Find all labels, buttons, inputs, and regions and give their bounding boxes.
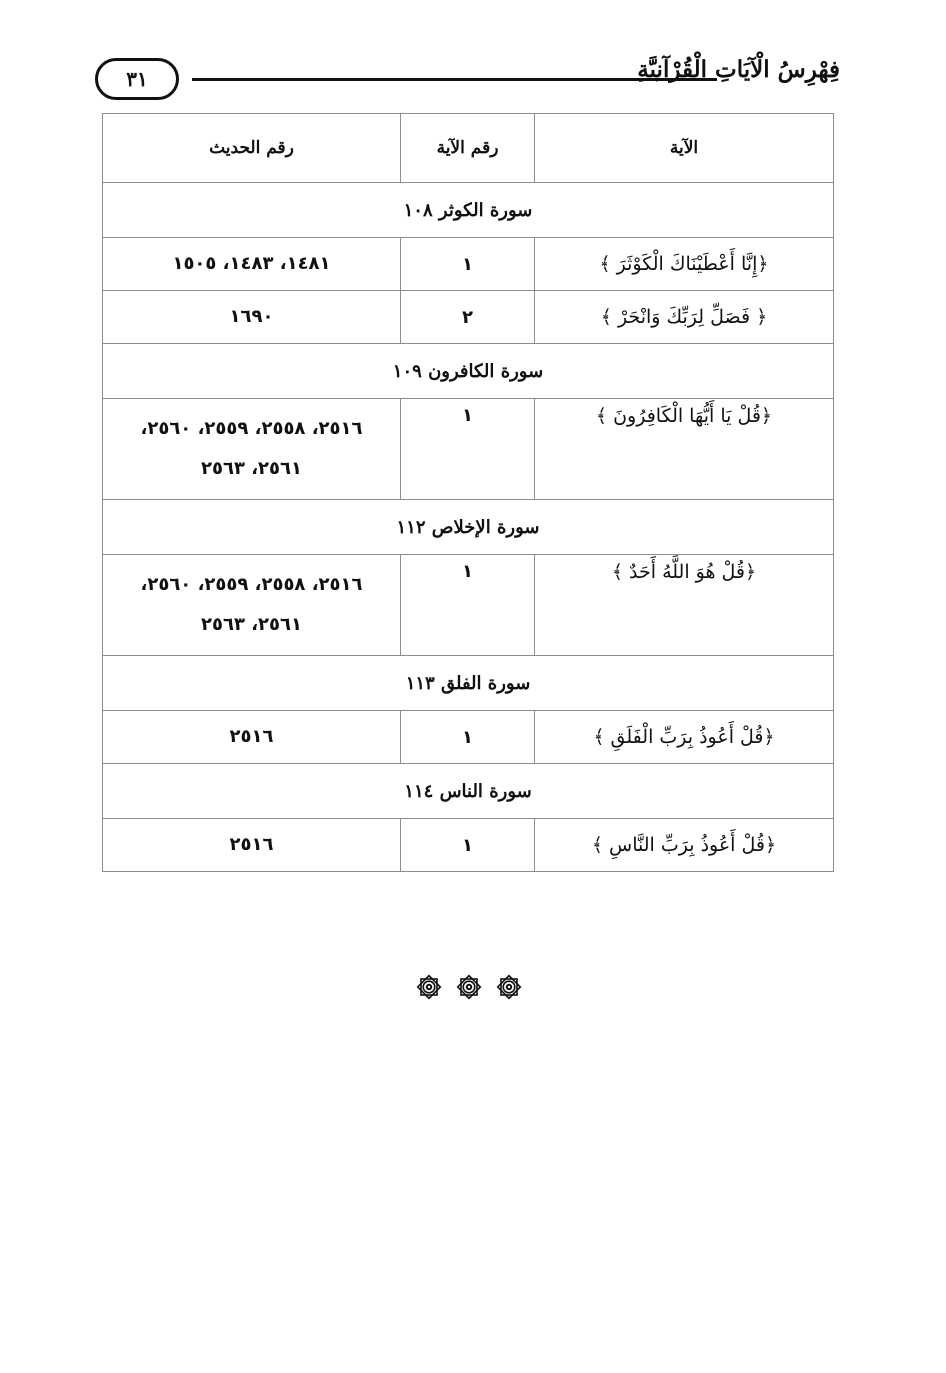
page-header bbox=[95, 52, 840, 102]
column-header-verse: الآية bbox=[535, 114, 834, 183]
column-header-verse-number: رقم الآية bbox=[401, 114, 535, 183]
verse-number: ١ bbox=[401, 399, 535, 500]
table-row bbox=[103, 711, 834, 764]
verse-text: ﴿قُلْ أَعُوذُ بِرَبِّ الْفَلَقِ ﴾ bbox=[535, 711, 834, 764]
surah-row-kafirun bbox=[103, 344, 834, 399]
surah-row-kawthar bbox=[103, 183, 834, 238]
verse-number: ١ bbox=[401, 711, 535, 764]
table-row bbox=[103, 291, 834, 344]
surah-title: سورة الإخلاص ١١٢ bbox=[103, 500, 834, 555]
table-row bbox=[103, 399, 834, 500]
surah-title: سورة الكوثر ١٠٨ bbox=[103, 183, 834, 238]
page-number: ٣١ bbox=[95, 58, 179, 100]
column-header-hadith-number: رقم الحديث bbox=[103, 114, 401, 183]
verse-text: ﴿قُلْ يَا أَيُّهَا الْكَافِرُونَ ﴾ bbox=[535, 399, 834, 500]
verse-number: ١ bbox=[401, 819, 535, 872]
surah-row-ikhlas bbox=[103, 500, 834, 555]
verse-text: ﴿إِنَّا أَعْطَيْنَاكَ الْكَوْثَرَ ﴾ bbox=[535, 238, 834, 291]
octagram-flower-icon bbox=[414, 972, 444, 1002]
quran-verses-index-table bbox=[102, 113, 834, 872]
decorative-ornaments bbox=[414, 970, 524, 1004]
table-row bbox=[103, 819, 834, 872]
octagram-flower-icon bbox=[494, 972, 524, 1002]
surah-row-nas bbox=[103, 764, 834, 819]
table-header-row bbox=[103, 114, 834, 183]
hadith-numbers: ٢٥١٦ bbox=[103, 819, 401, 872]
hadith-numbers: ٢٥١٦، ٢٥٥٨، ٢٥٥٩، ٢٥٦٠، ٢٥٦١، ٢٥٦٣ bbox=[103, 555, 401, 656]
octagram-flower-icon bbox=[454, 972, 484, 1002]
verse-number: ١ bbox=[401, 238, 535, 291]
hadith-numbers: ١٤٨١، ١٤٨٣، ١٥٠٥ bbox=[103, 238, 401, 291]
surah-title: سورة الناس ١١٤ bbox=[103, 764, 834, 819]
surah-title: سورة الكافرون ١٠٩ bbox=[103, 344, 834, 399]
hadith-numbers: ١٦٩٠ bbox=[103, 291, 401, 344]
surah-row-falaq bbox=[103, 656, 834, 711]
surah-title: سورة الفلق ١١٣ bbox=[103, 656, 834, 711]
page-title: فِهْرِسُ الْآيَاتِ الْقُرْآنِيَّةِ bbox=[637, 56, 840, 83]
table-row bbox=[103, 238, 834, 291]
table-row bbox=[103, 555, 834, 656]
hadith-numbers: ٢٥١٦، ٢٥٥٨، ٢٥٥٩، ٢٥٦٠، ٢٥٦١، ٢٥٦٣ bbox=[103, 399, 401, 500]
verse-number: ٢ bbox=[401, 291, 535, 344]
verse-text: ﴿قُلْ أَعُوذُ بِرَبِّ النَّاسِ ﴾ bbox=[535, 819, 834, 872]
verse-text: ﴿قُلْ هُوَ اللَّهُ أَحَدٌ ﴾ bbox=[535, 555, 834, 656]
verse-number: ١ bbox=[401, 555, 535, 656]
hadith-numbers: ٢٥١٦ bbox=[103, 711, 401, 764]
verse-text: ﴿ فَصَلِّ لِرَبِّكَ وَانْحَرْ ﴾ bbox=[535, 291, 834, 344]
